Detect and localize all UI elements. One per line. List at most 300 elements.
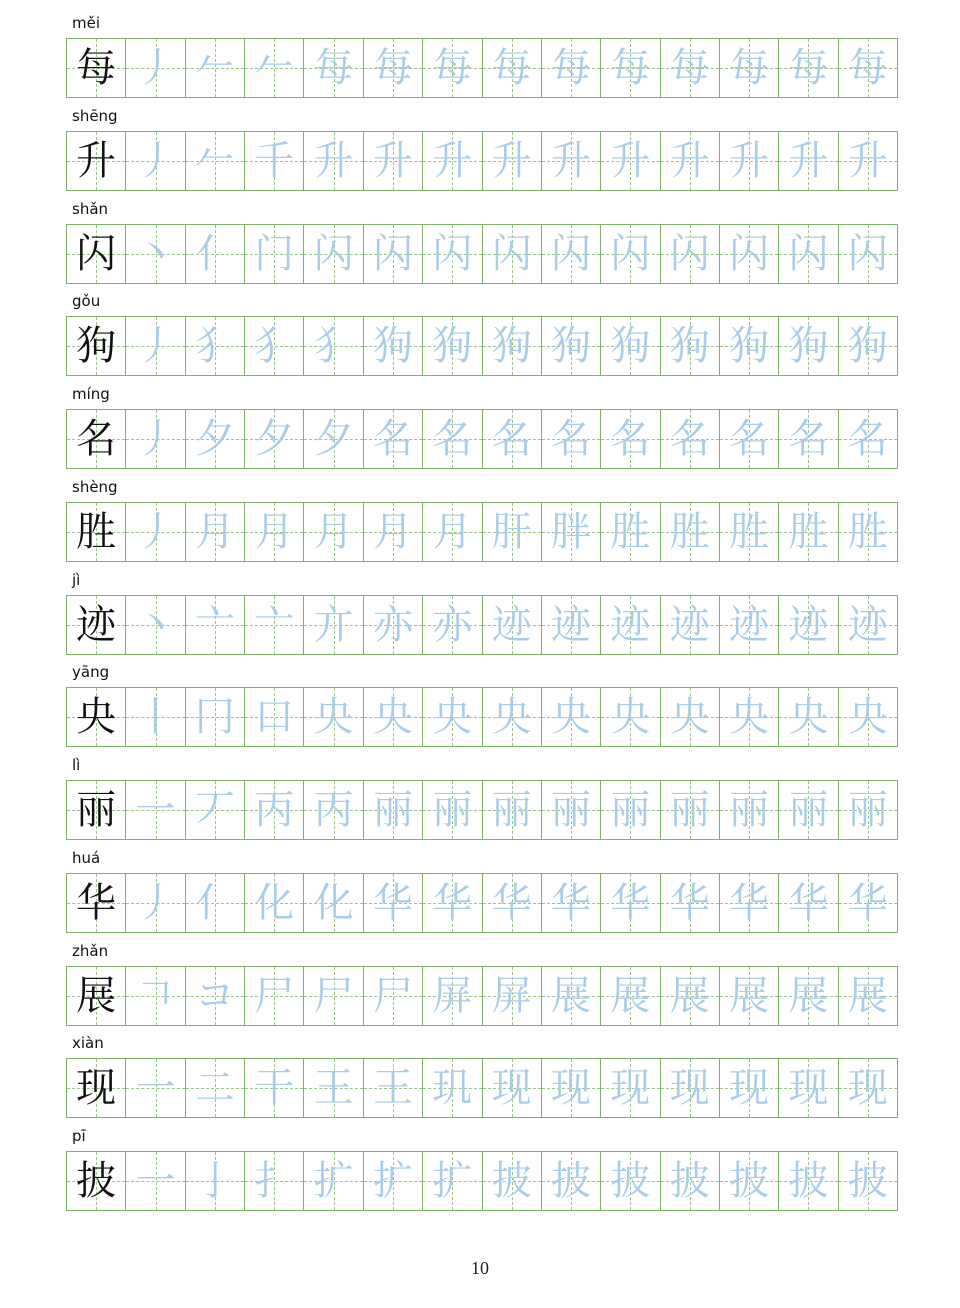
- stroke-step-cell: [839, 967, 897, 1025]
- stroke-step-cell: [423, 503, 482, 561]
- stroke-step-cell: [601, 410, 660, 468]
- character-row: [66, 845, 898, 933]
- stroke-step-character: 狗: [669, 323, 710, 370]
- stroke-step-character: 闪: [313, 230, 354, 277]
- stroke-step-character: 胜: [669, 508, 710, 555]
- stroke-step-cell: [364, 596, 423, 654]
- stroke-step-character: 现: [669, 1065, 710, 1112]
- stroke-step-character: 每: [313, 45, 354, 91]
- stroke-step-cell: [423, 132, 482, 190]
- stroke-step-cell: [483, 132, 542, 190]
- stroke-step-cell: [483, 503, 542, 561]
- stroke-step-character: 展: [729, 972, 770, 1019]
- stroke-step-character: 每: [788, 45, 829, 91]
- stroke-step-cell: [186, 688, 245, 746]
- stroke-step-cell: [779, 688, 838, 746]
- model-character: 展: [76, 972, 117, 1019]
- stroke-step-character: 闪: [729, 230, 770, 277]
- stroke-step-cell: [245, 596, 304, 654]
- stroke-step-cell: [126, 874, 185, 932]
- model-character: 名: [76, 416, 117, 462]
- stroke-step-character: 一: [135, 1065, 176, 1112]
- stroke-step-character: 名: [847, 416, 888, 462]
- stroke-step-cell: [304, 410, 363, 468]
- stroke-step-character: 现: [491, 1065, 532, 1112]
- stroke-step-cell: [839, 225, 897, 283]
- stroke-step-character: 现: [551, 1065, 592, 1112]
- stroke-step-cell: [661, 503, 720, 561]
- stroke-step-character: 华: [788, 879, 829, 926]
- stroke-step-cell: [542, 410, 601, 468]
- stroke-step-character: 闪: [669, 230, 710, 277]
- stroke-step-character: 夕: [313, 416, 354, 462]
- stroke-step-character: 狗: [432, 323, 473, 370]
- tian-grid-row: [66, 1058, 898, 1118]
- character-row: [66, 196, 898, 284]
- pinyin-label: shǎn: [72, 199, 109, 218]
- stroke-step-character: 央: [610, 694, 651, 741]
- stroke-step-character: 门: [254, 230, 295, 277]
- stroke-step-cell: [483, 39, 542, 97]
- stroke-step-character: 丙: [313, 787, 354, 833]
- stroke-step-character: 披: [847, 1158, 888, 1204]
- stroke-step-cell: [661, 225, 720, 283]
- stroke-step-character: 丿: [135, 137, 176, 184]
- stroke-step-cell: [364, 225, 423, 283]
- stroke-step-character: 迹: [788, 601, 829, 648]
- stroke-step-cell: [661, 132, 720, 190]
- stroke-step-character: 狗: [729, 323, 770, 370]
- stroke-step-character: 闪: [372, 230, 413, 277]
- model-character: 闪: [76, 230, 117, 277]
- model-character: 每: [76, 45, 117, 91]
- tian-grid-row: [66, 595, 898, 655]
- stroke-step-character: 犭: [254, 323, 295, 370]
- stroke-step-character: 狗: [551, 323, 592, 370]
- stroke-step-character: 亦: [372, 601, 413, 648]
- pinyin-label: jì: [72, 570, 81, 589]
- stroke-step-cell: [542, 874, 601, 932]
- tian-grid-row: [66, 1151, 898, 1211]
- stroke-step-cell: [423, 410, 482, 468]
- stroke-step-cell: [661, 874, 720, 932]
- stroke-step-character: 狗: [847, 323, 888, 370]
- stroke-step-character: コ: [194, 972, 235, 1019]
- stroke-step-cell: [483, 410, 542, 468]
- stroke-step-cell: [839, 1152, 897, 1210]
- stroke-step-character: 每: [729, 45, 770, 91]
- stroke-step-cell: [126, 410, 185, 468]
- stroke-step-cell: [542, 967, 601, 1025]
- stroke-step-character: 胖: [551, 508, 592, 555]
- stroke-step-character: 现: [788, 1065, 829, 1112]
- stroke-step-character: 闪: [551, 230, 592, 277]
- stroke-step-character: 华: [729, 879, 770, 926]
- model-character-cell: [67, 132, 126, 190]
- stroke-step-character: 𠂉: [254, 45, 295, 91]
- stroke-step-character: 央: [432, 694, 473, 741]
- model-character: 狗: [76, 323, 117, 370]
- stroke-step-character: 狗: [491, 323, 532, 370]
- stroke-step-character: 一: [135, 787, 176, 833]
- stroke-step-cell: [186, 132, 245, 190]
- model-character: 央: [76, 694, 117, 741]
- stroke-step-cell: [245, 39, 304, 97]
- stroke-step-character: 犭: [194, 323, 235, 370]
- stroke-step-cell: [661, 39, 720, 97]
- stroke-step-cell: [304, 1152, 363, 1210]
- stroke-step-character: 闪: [491, 230, 532, 277]
- stroke-step-character: 胜: [847, 508, 888, 555]
- stroke-step-character: 丿: [135, 416, 176, 462]
- stroke-step-character: 披: [788, 1158, 829, 1204]
- stroke-step-cell: [779, 1059, 838, 1117]
- stroke-step-character: 迹: [729, 601, 770, 648]
- model-character-cell: [67, 596, 126, 654]
- stroke-step-character: 央: [313, 694, 354, 741]
- stroke-step-cell: [423, 781, 482, 839]
- stroke-step-cell: [779, 39, 838, 97]
- stroke-step-cell: [364, 967, 423, 1025]
- stroke-step-cell: [245, 1152, 304, 1210]
- stroke-step-cell: [839, 39, 897, 97]
- stroke-step-character: 央: [788, 694, 829, 741]
- stroke-step-cell: [779, 132, 838, 190]
- stroke-step-cell: [304, 874, 363, 932]
- character-row: [66, 10, 898, 98]
- stroke-step-character: 亣: [313, 601, 354, 648]
- stroke-step-character: 每: [847, 45, 888, 91]
- stroke-step-character: 迹: [669, 601, 710, 648]
- stroke-step-cell: [186, 781, 245, 839]
- tian-grid-row: [66, 38, 898, 98]
- page-number: 10: [471, 1258, 489, 1278]
- character-row: [66, 1123, 898, 1211]
- stroke-step-character: 名: [372, 416, 413, 462]
- stroke-step-character: 丽: [669, 787, 710, 833]
- stroke-step-character: 华: [610, 879, 651, 926]
- stroke-step-character: 化: [254, 879, 295, 926]
- stroke-step-character: 华: [551, 879, 592, 926]
- model-character-cell: [67, 781, 126, 839]
- stroke-step-cell: [720, 132, 779, 190]
- model-character-cell: [67, 503, 126, 561]
- stroke-step-character: 尸: [313, 972, 354, 1019]
- stroke-step-cell: [601, 317, 660, 375]
- pinyin-label: zhǎn: [72, 941, 109, 960]
- stroke-step-cell: [483, 781, 542, 839]
- stroke-step-character: 亻: [194, 230, 235, 277]
- stroke-step-character: 每: [669, 45, 710, 91]
- stroke-step-character: 央: [847, 694, 888, 741]
- pinyin-label: pī: [72, 1127, 86, 1145]
- stroke-step-cell: [304, 225, 363, 283]
- model-character-cell: [67, 874, 126, 932]
- stroke-step-cell: [839, 781, 897, 839]
- stroke-step-character: 丽: [432, 787, 473, 833]
- model-character-cell: [67, 967, 126, 1025]
- stroke-step-cell: [364, 1059, 423, 1117]
- stroke-step-character: 名: [729, 416, 770, 462]
- stroke-step-character: 丶: [135, 601, 176, 648]
- stroke-step-cell: [186, 410, 245, 468]
- pinyin-label: gǒu: [72, 292, 101, 311]
- stroke-step-cell: [364, 1152, 423, 1210]
- stroke-step-cell: [601, 132, 660, 190]
- model-character: 胜: [76, 508, 117, 555]
- stroke-step-cell: [364, 317, 423, 375]
- stroke-step-cell: [601, 781, 660, 839]
- stroke-step-character: 犭: [313, 323, 354, 370]
- stroke-step-character: 胜: [729, 508, 770, 555]
- stroke-step-cell: [186, 874, 245, 932]
- stroke-step-cell: [839, 688, 897, 746]
- stroke-step-cell: [542, 781, 601, 839]
- stroke-step-character: 丽: [847, 787, 888, 833]
- stroke-step-cell: [601, 225, 660, 283]
- stroke-step-cell: [245, 688, 304, 746]
- stroke-step-cell: [542, 225, 601, 283]
- stroke-step-cell: [839, 410, 897, 468]
- stroke-step-character: 𠂉: [194, 45, 235, 91]
- stroke-step-cell: [839, 503, 897, 561]
- stroke-step-cell: [245, 132, 304, 190]
- stroke-step-character: 披: [491, 1158, 532, 1204]
- stroke-step-cell: [364, 410, 423, 468]
- stroke-step-character: 迹: [551, 601, 592, 648]
- stroke-step-cell: [126, 39, 185, 97]
- stroke-step-cell: [423, 874, 482, 932]
- pinyin-label: shēng: [72, 106, 118, 125]
- stroke-step-character: 冂: [194, 694, 235, 741]
- stroke-step-cell: [661, 688, 720, 746]
- pinyin-label: yāng: [72, 663, 110, 682]
- stroke-step-character: 丨: [135, 694, 176, 741]
- stroke-step-character: 华: [847, 879, 888, 926]
- stroke-step-character: 玑: [432, 1065, 473, 1112]
- tian-grid-row: [66, 873, 898, 933]
- stroke-step-cell: [483, 596, 542, 654]
- stroke-step-cell: [601, 1152, 660, 1210]
- stroke-step-cell: [304, 39, 363, 97]
- stroke-step-character: 丽: [610, 787, 651, 833]
- pinyin-label: míng: [72, 385, 110, 403]
- stroke-step-character: 迹: [847, 601, 888, 648]
- stroke-step-cell: [542, 688, 601, 746]
- stroke-step-cell: [364, 688, 423, 746]
- stroke-step-cell: [601, 503, 660, 561]
- stroke-step-character: 月: [432, 508, 473, 555]
- stroke-step-character: 亻: [194, 879, 235, 926]
- stroke-step-cell: [126, 781, 185, 839]
- stroke-step-character: 名: [491, 416, 532, 462]
- stroke-step-cell: [186, 596, 245, 654]
- stroke-step-character: 夕: [254, 416, 295, 462]
- pinyin-label: lì: [72, 756, 81, 774]
- stroke-step-character: 华: [669, 879, 710, 926]
- stroke-step-cell: [720, 1152, 779, 1210]
- stroke-step-character: 丆: [194, 787, 235, 833]
- stroke-step-cell: [720, 503, 779, 561]
- stroke-step-character: 华: [491, 879, 532, 926]
- stroke-step-character: 名: [788, 416, 829, 462]
- stroke-step-character: 升: [610, 137, 651, 184]
- stroke-step-cell: [364, 503, 423, 561]
- stroke-step-cell: [661, 1152, 720, 1210]
- stroke-step-character: 披: [729, 1158, 770, 1204]
- character-row: [66, 659, 898, 747]
- stroke-step-cell: [779, 781, 838, 839]
- stroke-step-cell: [186, 503, 245, 561]
- stroke-step-character: 每: [491, 45, 532, 91]
- stroke-step-cell: [720, 317, 779, 375]
- stroke-step-cell: [779, 596, 838, 654]
- stroke-step-cell: [245, 874, 304, 932]
- stroke-step-character: 披: [610, 1158, 651, 1204]
- stroke-step-cell: [542, 1152, 601, 1210]
- stroke-step-character: 闪: [432, 230, 473, 277]
- stroke-step-cell: [245, 967, 304, 1025]
- stroke-step-character: 现: [610, 1065, 651, 1112]
- stroke-step-character: 夕: [194, 416, 235, 462]
- stroke-step-cell: [126, 225, 185, 283]
- stroke-step-cell: [779, 874, 838, 932]
- character-row: [66, 103, 898, 191]
- character-row: [66, 938, 898, 1026]
- stroke-step-character: 升: [847, 137, 888, 184]
- stroke-step-cell: [542, 39, 601, 97]
- stroke-step-cell: [542, 596, 601, 654]
- stroke-step-cell: [126, 317, 185, 375]
- stroke-step-character: 升: [491, 137, 532, 184]
- stroke-step-character: 央: [551, 694, 592, 741]
- stroke-step-character: 迹: [610, 601, 651, 648]
- stroke-step-character: 央: [669, 694, 710, 741]
- stroke-step-character: 丙: [254, 787, 295, 833]
- stroke-step-cell: [483, 317, 542, 375]
- stroke-step-character: 丽: [788, 787, 829, 833]
- stroke-step-character: 升: [729, 137, 770, 184]
- stroke-step-cell: [245, 317, 304, 375]
- stroke-step-character: 丿: [135, 508, 176, 555]
- stroke-step-cell: [839, 1059, 897, 1117]
- stroke-step-cell: [126, 132, 185, 190]
- stroke-step-cell: [601, 688, 660, 746]
- stroke-step-cell: [245, 1059, 304, 1117]
- stroke-step-character: 丶: [135, 230, 176, 277]
- model-character: 升: [76, 137, 117, 184]
- stroke-step-character: 二: [194, 1065, 235, 1112]
- stroke-step-character: 狗: [372, 323, 413, 370]
- stroke-step-character: 展: [847, 972, 888, 1019]
- stroke-step-cell: [661, 1059, 720, 1117]
- stroke-step-character: 闪: [610, 230, 651, 277]
- stroke-step-character: 亅: [194, 1158, 235, 1204]
- stroke-step-cell: [423, 1059, 482, 1117]
- stroke-step-cell: [661, 781, 720, 839]
- stroke-step-character: 王: [372, 1065, 413, 1112]
- stroke-step-character: 月: [313, 508, 354, 555]
- stroke-step-cell: [839, 317, 897, 375]
- stroke-step-character: 每: [610, 45, 651, 91]
- character-row: [66, 288, 898, 376]
- stroke-step-character: 华: [372, 879, 413, 926]
- stroke-step-cell: [601, 967, 660, 1025]
- model-character: 披: [76, 1158, 117, 1204]
- stroke-step-cell: [483, 225, 542, 283]
- stroke-step-cell: [839, 132, 897, 190]
- stroke-step-character: 胜: [610, 508, 651, 555]
- stroke-step-cell: [304, 132, 363, 190]
- stroke-step-character: 扩: [372, 1158, 413, 1204]
- character-row: [66, 752, 898, 840]
- stroke-step-character: 丽: [729, 787, 770, 833]
- stroke-step-character: 闪: [847, 230, 888, 277]
- stroke-step-cell: [423, 1152, 482, 1210]
- stroke-step-cell: [720, 1059, 779, 1117]
- stroke-step-character: 名: [551, 416, 592, 462]
- stroke-step-cell: [542, 132, 601, 190]
- tian-grid-row: [66, 224, 898, 284]
- character-row: [66, 474, 898, 562]
- stroke-step-cell: [186, 967, 245, 1025]
- model-character-cell: [67, 410, 126, 468]
- stroke-step-cell: [423, 596, 482, 654]
- stroke-step-character: 闪: [788, 230, 829, 277]
- stroke-step-cell: [542, 1059, 601, 1117]
- stroke-step-cell: [779, 225, 838, 283]
- stroke-step-cell: [542, 317, 601, 375]
- tian-grid-row: [66, 409, 898, 469]
- pinyin-label: huá: [72, 848, 101, 867]
- stroke-step-character: 屏: [491, 972, 532, 1019]
- model-character-cell: [67, 1059, 126, 1117]
- stroke-step-cell: [601, 874, 660, 932]
- stroke-step-character: 升: [788, 137, 829, 184]
- stroke-step-cell: [245, 781, 304, 839]
- stroke-step-cell: [720, 225, 779, 283]
- stroke-step-character: 亦: [432, 601, 473, 648]
- stroke-step-cell: [126, 1059, 185, 1117]
- stroke-step-character: 每: [551, 45, 592, 91]
- model-character-cell: [67, 688, 126, 746]
- tian-grid-row: [66, 502, 898, 562]
- stroke-step-cell: [126, 596, 185, 654]
- model-character: 华: [76, 879, 117, 926]
- stroke-step-cell: [364, 781, 423, 839]
- stroke-step-character: 披: [669, 1158, 710, 1204]
- stroke-step-cell: [126, 688, 185, 746]
- stroke-step-character: 迹: [491, 601, 532, 648]
- stroke-step-cell: [483, 1152, 542, 1210]
- stroke-step-character: 尸: [254, 972, 295, 1019]
- stroke-step-character: 丿: [135, 45, 176, 91]
- stroke-step-character: 展: [551, 972, 592, 1019]
- character-row: [66, 1030, 898, 1118]
- stroke-step-cell: [423, 225, 482, 283]
- model-character-cell: [67, 225, 126, 283]
- stroke-step-cell: [720, 688, 779, 746]
- stroke-step-cell: [304, 781, 363, 839]
- stroke-step-character: 胜: [788, 508, 829, 555]
- stroke-step-cell: [304, 967, 363, 1025]
- model-character: 丽: [76, 787, 117, 833]
- stroke-step-cell: [245, 225, 304, 283]
- stroke-step-cell: [720, 596, 779, 654]
- stroke-step-character: 展: [788, 972, 829, 1019]
- stroke-step-cell: [720, 874, 779, 932]
- stroke-step-character: 𠃍: [135, 972, 176, 1019]
